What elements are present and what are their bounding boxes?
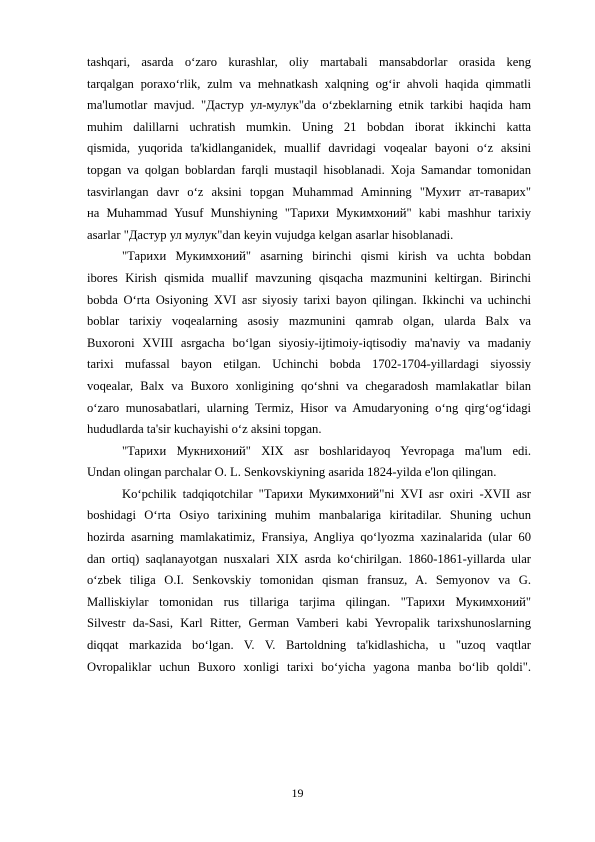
text-line: tashqari, asarda o‘zaro kurashlar, oliy martabali mansabdorlar orasida keng — [87, 55, 531, 69]
text-line: tasvirlangan davr o‘z aksini topgan Muhammad Aminning "Мухит ат-таварих" — [87, 184, 531, 199]
text-line: topgan va qolgan boblardan farqli mustaqil hisoblanadi. Xoja Samandar tomonidan — [87, 162, 531, 177]
text-line: "Тарихи Мукнихоний" XIX asr boshlaridayoq Yevropaga ma'lum edi. — [122, 443, 531, 458]
paragraph-2 — [87, 246, 531, 440]
text-line: muhim dalillarni uchratish mumkin. Uning 21 bobdan iborat ikkinchi katta — [87, 119, 531, 134]
text-line: Ko‘pchilik tadqiqotchilar "Тарихи Мукимхоний"ni XVI asr oxiri -XVII asr — [122, 486, 531, 501]
text-line: dan ortiq) saqlanayotgan nusxalari XIX asrda ko‘chirilgan. 1860-1861-yillarda ular — [87, 551, 531, 566]
text-line: boblar tarixiy voqealarning asosiy mazmunini qamrab olgan, ularda Balx va — [87, 314, 531, 329]
text-line: asarlar "Дастур ул мулук"dan keyin vujudga kelgan asarlar hisoblanadi. — [87, 227, 454, 242]
text-line: на Muhammad Yusuf Munshiyning "Тарихи Мукимхоний" kabi mashhur tarixiy — [87, 206, 531, 221]
text-line: Malliskiylar tomonidan rus tillariga tarjima qilingan. "Тарихи Мукимхоний" — [87, 594, 531, 609]
text-line: o‘zaro munosabatlari, ularning Termiz, Hisor va Amudaryoning o‘ng qirg‘og‘idagi — [87, 400, 531, 415]
text-line: Undan olingan parchalar O. L. Senkovskiyning asarida 1824-yilda e'lon qilingan. — [87, 465, 497, 480]
text-line: "Тарихи Мукимхоний" asarning birinchi qismi kirish va uchta bobdan — [122, 249, 531, 264]
text-line: ma'lumotlar mavjud. "Дастур ул-мулук"da o‘zbeklarning etnik tarkibi haqida ham — [87, 98, 531, 113]
text-line: hududlarda ta'sir kuchayishi o‘z aksini topgan. — [87, 422, 322, 437]
text-line: Buxoroni XVIII asrgacha bo‘lgan siyosiy-ijtimoiy-iqtisodiy ma'naviy va madaniy — [87, 335, 531, 350]
paragraph-1 — [87, 52, 531, 246]
text-line: diqqat markazida bo‘lgan. V. V. Bartoldning ta'kidlashicha, u "uzoq vaqtlar — [87, 638, 531, 653]
text-line: voqealar, Balx va Buxoro xonligining qo‘shni va chegaradosh mamlakatlar bilan — [87, 378, 531, 393]
page-number: 19 — [291, 786, 304, 800]
text-line: boshidagi O‘rta Osiyo tarixining muhim manbalariga kiritadilar. Shuning uchun — [87, 508, 531, 523]
body-text — [87, 52, 531, 678]
text-line: tarqalgan poraxo‘rlik, zulm va mehnatkash xalqning og‘ir ahvoli haqida qimmatli — [87, 76, 531, 91]
text-line: Silvestr da-Sasi, Karl Ritter, German Vamberi kabi Yevropalik tarixshunoslarning — [87, 616, 531, 631]
text-line: hozirda asarning mamlakatimiz, Fransiya, Angliya qo‘lyozma xazinalarida (ular 60 — [87, 530, 531, 545]
text-line: tarixi mufassal bayon etilgan. Uchinchi bobda 1702-1704-yillardagi siyossiy — [87, 357, 531, 372]
text-line: bobda O‘rta Osiyoning XVI asr siyosiy tarixi bayon qilingan. Ikkinchi va uchinchi — [87, 292, 531, 307]
text-line: o‘zbek tiliga O.I. Senkovskiy tomonidan qisman fransuz, A. Semyonov va G. — [87, 573, 531, 588]
text-line: Ovropaliklar uchun Buxoro xonligi tarixi bo‘yicha yagona manba bo‘lib qoldi". — [87, 659, 531, 674]
paragraph-4 — [87, 484, 531, 678]
text-line: ibores Kirish qismida muallif mavzuning qisqacha mazmunini keltirgan. Birinchi — [87, 270, 531, 285]
paragraph-3 — [87, 441, 531, 484]
text-line: qismida, yuqorida ta'kidlanganidek, muallif davridagi voqealar bayoni o‘z aksini — [87, 141, 531, 156]
